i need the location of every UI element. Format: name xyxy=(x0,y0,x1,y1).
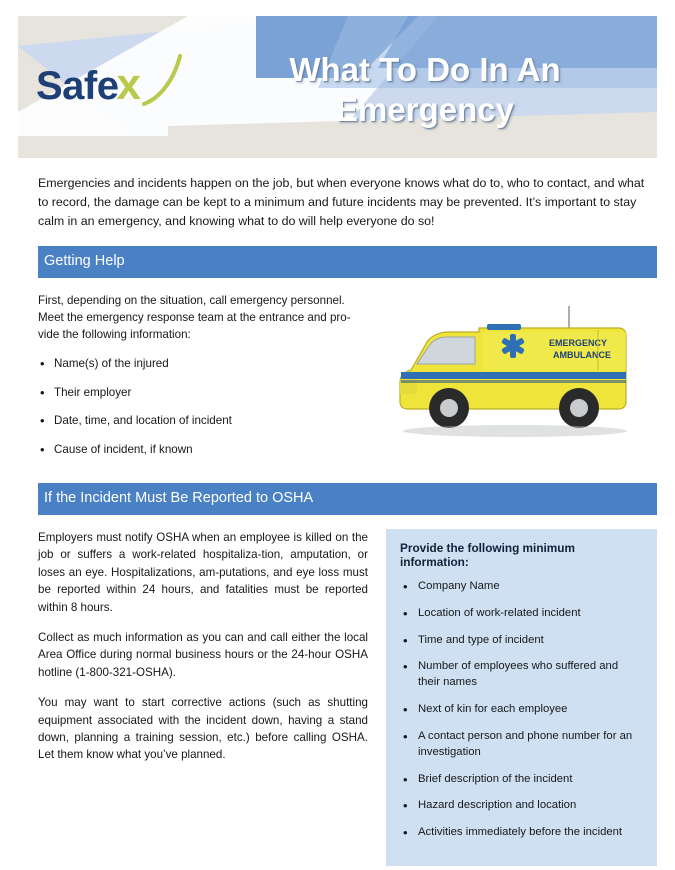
list-item: • Number of employees who suffered and their names xyxy=(400,659,643,691)
list-item: • Time and type of incident xyxy=(400,633,643,649)
getting-help-lead: First, depending on the situation, call emergency personnel. Meet the emergency response team at the entrance and pro-vide the following information: xyxy=(38,293,351,342)
minimum-information-box xyxy=(386,529,657,866)
list-item: • Location of work-related incident xyxy=(400,606,643,622)
page-title: What To Do In An Emergency xyxy=(289,51,561,129)
list-item: • Hazard description and location xyxy=(400,798,643,814)
list-item: • Company Name xyxy=(400,579,643,595)
list-item: • Their employer xyxy=(38,385,657,402)
osha-body-text xyxy=(38,529,368,866)
logo-accent-x: x xyxy=(116,60,141,109)
getting-help-section xyxy=(38,292,657,459)
document-page xyxy=(0,16,675,870)
list-item: • Cause of incident, if known xyxy=(38,442,657,459)
section-heading-getting-help: Getting Help xyxy=(38,246,657,278)
logo-swoosh-icon xyxy=(140,54,196,108)
osha-paragraph-1: Employers must notify OSHA when an employee is killed on the job or suffers a work-related hospitaliza-tion, amputation, or loses an eye. Hospitalizations, am-putations, and eye loss must be reported within 24 hours, and fatalities must be reported within 8 hours. xyxy=(38,531,368,614)
list-item: • Name(s) of the injured xyxy=(38,356,657,373)
osha-section xyxy=(38,529,657,866)
safex-logo xyxy=(36,60,140,110)
list-item: • Brief description of the incident xyxy=(400,772,643,788)
section-heading-osha: If the Incident Must Be Reported to OSHA xyxy=(38,483,657,515)
osha-paragraph-2: Collect as much information as you can and call either the local Area Office during normal business hours or the 24-hour OSHA hotline (1-800-321-OSHA). xyxy=(38,630,368,679)
minimum-information-list xyxy=(400,579,643,841)
ambulance-label-line2: AMBULANCE xyxy=(553,349,611,360)
list-item: • Next of kin for each employee xyxy=(400,702,643,718)
minimum-information-heading: Provide the following minimum information: xyxy=(400,541,575,570)
list-item: • A contact person and phone number for an investigation xyxy=(400,729,643,761)
logo-text: Safe xyxy=(36,64,119,108)
osha-paragraph-3: You may want to start corrective actions (such as shutting equipment associated with the incident down, having a stand down, planning a training session, etc.) before calling OSHA. Let them know what you’ve planned. xyxy=(38,696,368,762)
list-item: • Activities immediately before the incident xyxy=(400,825,643,841)
document-header xyxy=(18,16,657,158)
ambulance-label-line1: EMERGENCY xyxy=(549,337,608,348)
list-item: • Date, time, and location of incident xyxy=(38,413,657,430)
intro-paragraph: Emergencies and incidents happen on the job, but when everyone knows what do to, who to contact, and what to record, the damage can be kept to a minimum and future incidents may be prevented. It’s important to stay calm in an emergency, and knowing what to do will help everyone do so! xyxy=(38,176,645,229)
ambulance-illustration xyxy=(383,298,653,448)
